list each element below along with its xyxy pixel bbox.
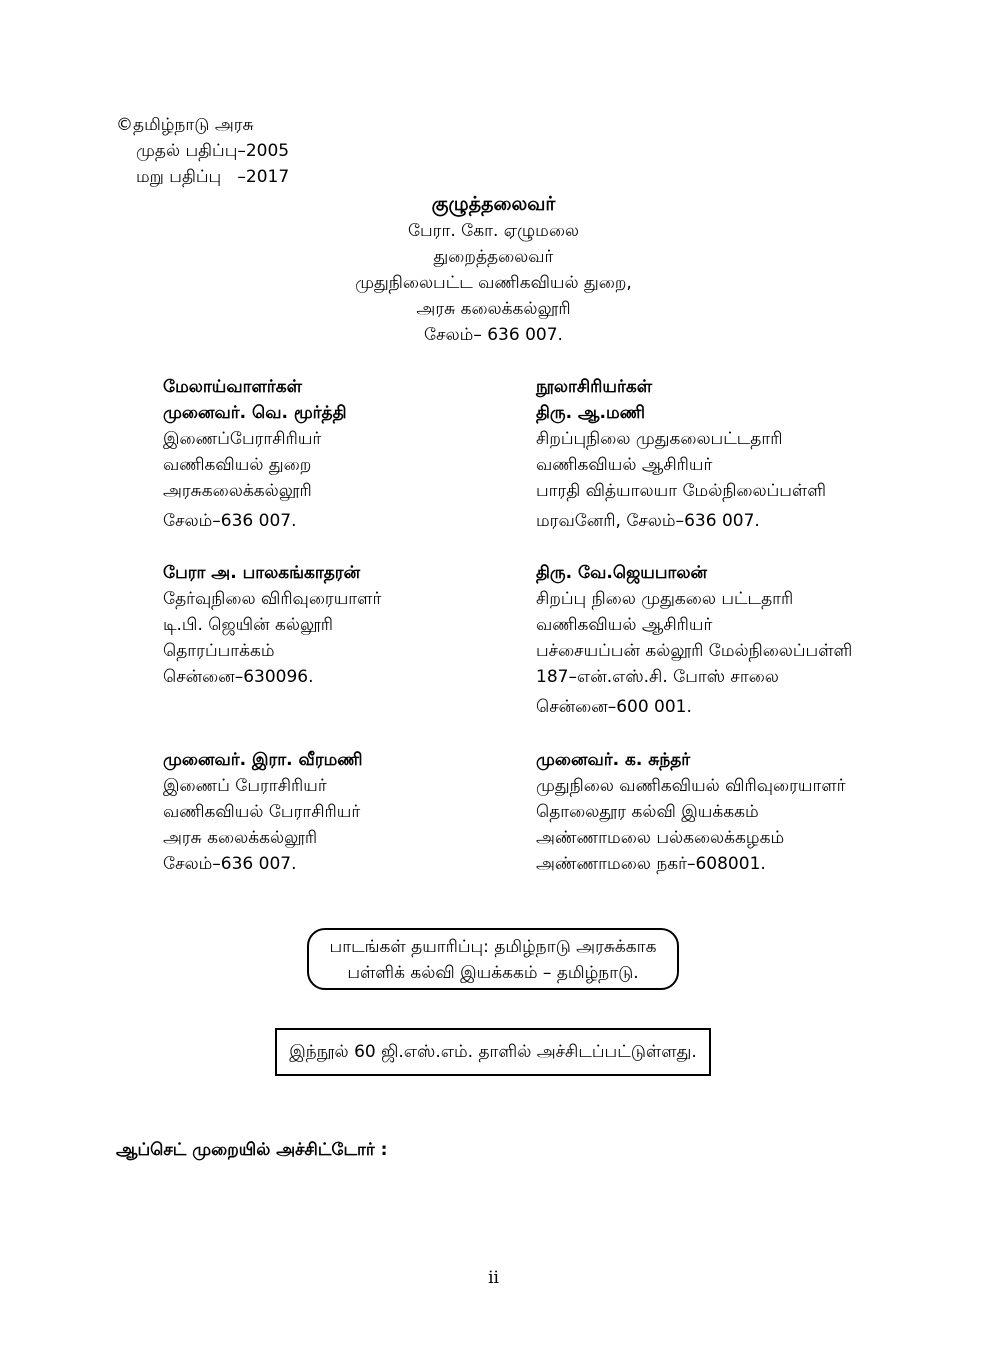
copyright-line: ©தமிழ்நாடு அரசு [116,115,254,135]
chairperson-department: முதுநிலைபட்ட வணிகவியல் துறை, [355,273,632,293]
reviewer-line: தேர்வுநிலை விரிவுரையாளர் [163,589,382,609]
author-name: முனைவர். க. சுந்தர் [536,750,691,770]
paper-note-box [275,1028,711,1076]
reviewer-name: முனைவர். இரா. வீரமணி [163,750,363,770]
author-line: சிறப்பு நிலை முதுகலை பட்டதாரி [536,589,794,609]
author-line: அண்ணாமலை பல்கலைக்கழகம் [536,828,785,848]
lessons-preparation-box [307,928,679,990]
reviewer-line: இணைப்பேராசிரியர் [163,429,322,449]
lessons-line: பாடங்கள் தயாரிப்பு: தமிழ்நாடு அரசுக்காக [329,937,657,957]
authors-heading: நூலாசிரியர்கள் [536,377,653,397]
reviewer-city: சேலம்–636 007. [163,854,297,874]
chairperson-title: குழுத்தலைவர் [431,193,556,215]
author-line: பாரதி வித்யாலயா மேல்நிலைப்பள்ளி [536,481,827,501]
reviewer-city: சென்னை–630096. [163,667,314,687]
author-line: முதுநிலை வணிகவியல் விரிவுரையாளர் [536,776,846,796]
author-line: பச்சையப்பன் கல்லூரி மேல்நிலைப்பள்ளி [536,641,853,661]
author-line: வணிகவியல் ஆசிரியர் [536,455,713,475]
author-name: திரு. வே.ஜெயபாலன் [536,563,707,583]
author-city: மரவனேரி, சேலம்–636 007. [536,511,760,531]
author-block [536,560,976,720]
printer-label: ஆப்செட் முறையில் அச்சிட்டோர் : [116,1140,388,1160]
author-line: வணிகவியல் ஆசிரியர் [536,615,713,635]
reviewer-city: சேலம்–636 007. [163,511,297,531]
reviewer-line: இணைப் பேராசிரியர் [163,776,327,796]
reviewer-name: பேரா அ. பாலகங்காதரன் [163,563,361,583]
author-name: திரு. ஆ.மணி [536,403,645,423]
paper-note: இந்நூல் 60 ஜி.எஸ்.எம். தாளில் அச்சிடப்பட்டுள்ளது. [289,1042,697,1062]
reviewer-line: வணிகவியல் துறை [163,455,312,475]
reviewer-line: அரசுகலைக்கல்லூரி [163,481,312,501]
author-line: தொலைதூர கல்வி இயக்ககம் [536,802,759,822]
lessons-line: பள்ளிக் கல்வி இயக்ககம் – தமிழ்நாடு. [347,963,639,983]
reviewer-line: அரசு கலைக்கல்லூரி [163,828,318,848]
page-number: ii [488,1268,499,1288]
copyright-block [116,112,289,190]
author-line: 187–என்.எஸ்.சி. போஸ் சாலை [536,667,779,687]
reviewers-heading: மேலாய்வாளர்கள் [163,377,302,397]
chairperson-city: சேலம்– 636 007. [424,325,563,345]
author-city: அண்ணாமலை நகர்–608001. [536,854,766,874]
reviewer-line: டி.பி. ஜெயின் கல்லூரி [163,615,334,635]
reprint-line: மறு பதிப்பு –2017 [136,167,290,187]
author-line: சிறப்புநிலை முதுகலைபட்டதாரி [536,429,783,449]
authors-heading-block [536,374,976,534]
author-city: சென்னை–600 001. [536,697,692,717]
author-block [536,747,976,877]
chairperson-name: பேரா. கோ. ஏழுமலை [407,221,580,241]
reviewer-line: தொரப்பாக்கம் [163,641,275,661]
chairperson-role: துறைத்தலைவர் [433,247,554,267]
reviewer-name: முனைவர். வெ. மூர்த்தி [163,403,347,423]
reviewer-line: வணிகவியல் பேராசிரியர் [163,802,361,822]
chairperson-block [0,190,987,348]
chairperson-college: அரசு கலைக்கல்லூரி [416,299,571,319]
first-edition-line: முதல் பதிப்பு–2005 [136,141,290,161]
